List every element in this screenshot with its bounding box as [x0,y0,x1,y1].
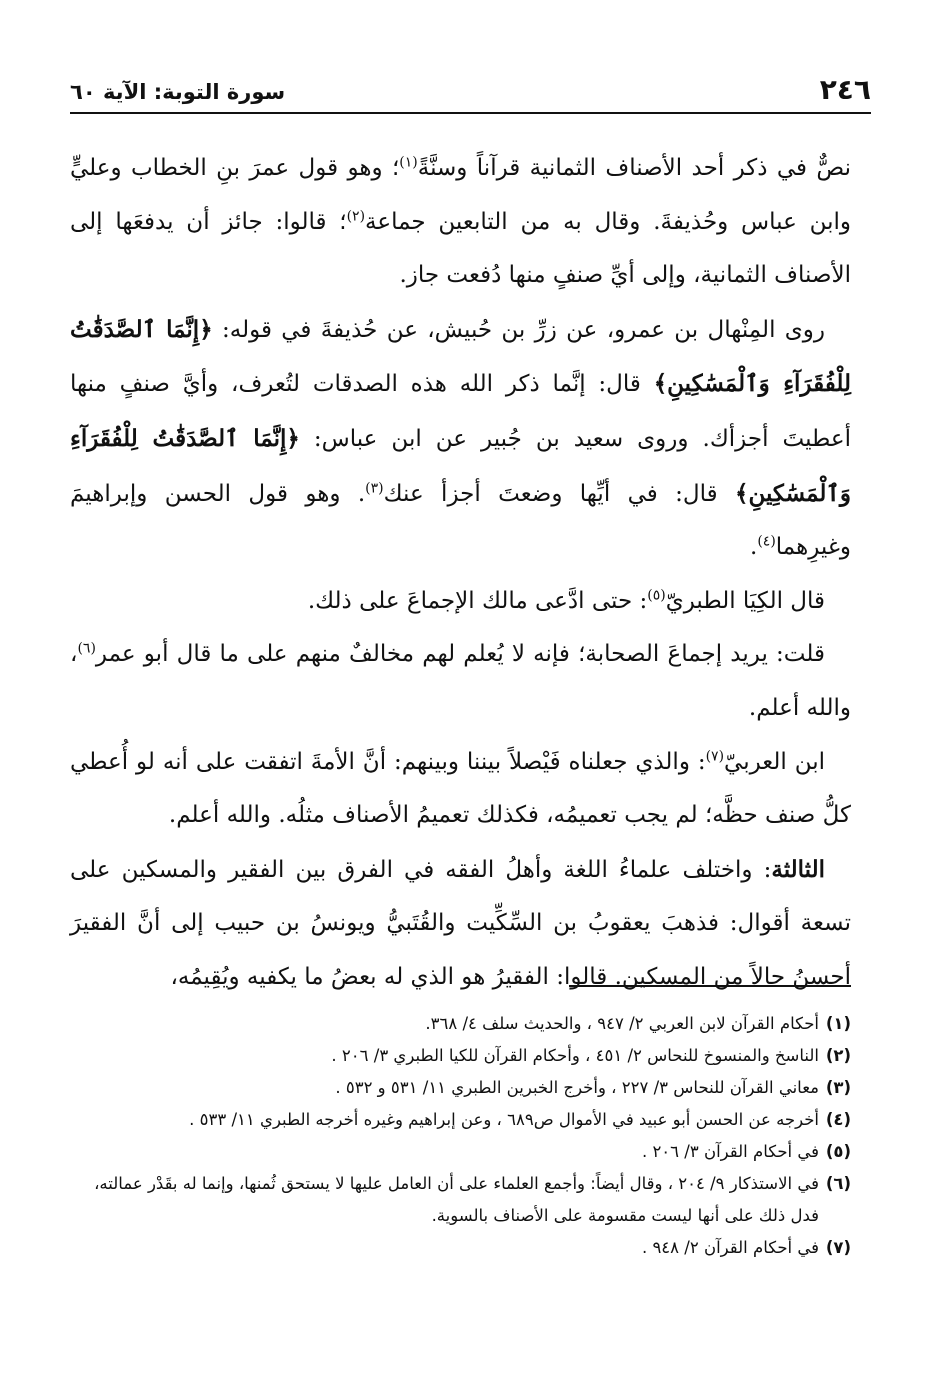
footnote-ref-1: (١) [399,154,418,171]
page-number: ٢٤٦ [819,73,871,106]
footnote-text: أحكام القرآن لابن العربي ٢/ ٩٤٧ ، والحديث سلف ٤/ ٣٦٨. [425,1014,819,1033]
footnote-text: أخرجه عن الحسن أبو عبيد في الأموال ص٦٨٩ ، وعن إبراهيم وغيره أخرجه الطبري ١١/ ٥٣٣ . [189,1110,819,1129]
footnote-divider [569,985,851,987]
paragraph-6 [70,843,851,1005]
text-run: ، والله أعلم. [70,641,851,721]
text-run: روى المِنْهال بن عمرو، عن زرِّ بن حُبيش، عن حُذيفةَ في قوله: [212,316,825,343]
footnote-4 [70,1104,851,1136]
footnote-number: (٥) [825,1142,851,1161]
text-run: : والذي جعلناه فَيْصلاً بيننا وبينهم: أنَّ الأمةَ اتفقت على أنه لو أُعطي كلُّ صنف حظَّه؛ لم يجب تعميمُه، فكذلك تعميمُ الأصناف مثلُه. والله أعلم. [70,748,851,829]
text-run: . [750,534,758,561]
text-run: قال: إنَّما ذكر الله هذه الصدقات لتُعرف، وأيَّ صنفٍ منها أعطيتَ أجزأك. وروى سعيد بن جُبير عن ابن عباس: [70,371,851,452]
footnote-text: معاني القرآن للنحاس ٣/ ٢٢٧ ، وأخرج الخبرين الطبري ١١/ ٥٣١ و ٥٣٢ . [335,1078,819,1097]
footnote-number: (٧) [825,1238,851,1257]
text-run: قلت: يريد إجماعَ الصحابة؛ فإنه لا يُعلم لهم مخالفٌ منهم على ما قال أبو عمر [95,641,825,668]
footnote-ref-4: (٤) [757,533,776,550]
quran-verse: ﴿إِنَّمَا ٱلصَّدَقَٰتُ لِلْفُقَرَآءِ وَٱلْمَسَٰكِينِ﴾ [70,424,852,507]
text-run: ؛ قالوا: جائز أن يدفعَها إلى الأصناف الثمانية، وإلى أيِّ صنفٍ منها دُفعت جاز. [70,208,851,289]
text-run: . وهو قول الحسن وإبراهيمَ وغيرِهما [70,480,851,561]
footnote-number: (٦) [825,1174,851,1193]
paragraph-4 [70,628,851,735]
footnote-1 [70,1008,851,1040]
text-run: نصٌّ في ذكر أحد الأصناف الثمانية قرآناً وسنَّةً [417,155,851,181]
footnote-3 [70,1072,851,1104]
footnote-ref-3: (٣) [365,479,384,496]
paragraph-1 [70,142,851,303]
running-title: سورة التوبة: الآية ٦٠ [70,80,286,104]
footnote-ref-2: (٢) [346,207,366,224]
footnote-7 [70,1232,851,1264]
footnote-ref-6: (٦) [77,640,96,657]
main-text [70,142,851,1005]
footnote-text: في أحكام القرآن ٣/ ٢٠٦ . [641,1142,819,1161]
text-run: : واختلف علماءُ اللغة وأهلُ الفقه في الفرق بين الفقير والمسكين على تسعة أقوال: فذهبَ يعقوبُ بن السِّكِّيت والقُتَبيُّ ويونسُ بن حبيب إلى أنَّ الفقيرَ أحسنُ حالاً من المسكين. قالوا: الفقيرُ هو الذي له بعضُ ما يكفيه ويُقِيمُه، [70,856,851,990]
text-run: ابن العربيّ [724,748,825,775]
footnote-6 [70,1168,851,1232]
quran-verse: ﴿إِنَّمَا ٱلصَّدَقَٰتُ لِلْفُقَرَآءِ وَٱلْمَسَٰكِينِ﴾ [70,315,851,398]
footnote-ref-5: (٥) [647,587,666,604]
text-run: قال الكِيَا الطبريّ [665,587,825,614]
paragraph-3 [70,575,851,629]
page-header [70,66,871,114]
footnote-number: (١) [825,1014,851,1033]
footnote-number: (٤) [825,1110,851,1129]
footnote-ref-7: (٧) [705,747,725,764]
footnote-number: (٣) [825,1078,851,1097]
text-run: ؛ وهو قول عمرَ بنِ الخطاب وعليٍّ وابن عباس وحُذيفةَ. وقال به من التابعين جماعة [70,155,851,235]
text-run: : حتى ادَّعى مالك الإجماعَ على ذلك. [307,587,648,614]
paragraph-5 [70,736,851,843]
text-run: قال: في أيِّها وضعتَ أجزأ عنك [383,480,735,507]
footnote-text: في أحكام القرآن ٢/ ٩٤٨ . [641,1238,819,1257]
section-lead: الثالثة [771,855,825,883]
footnote-text: في الاستذكار ٩/ ٢٠٤ ، وقال أيضاً: وأجمع العلماء على أن العامل عليها لا يستحق ثُمنها، وإنما له بقَدْر عمالته، فدل ذلك على أنها ليست مقسومة على الأصناف بالسوية. [94,1174,819,1225]
footnote-2 [70,1040,851,1072]
footnote-number: (٢) [825,1046,851,1065]
paragraph-2 [70,303,851,575]
footnote-5 [70,1136,851,1168]
footnote-text: الناسخ والمنسوخ للنحاس ٢/ ٤٥١ ، وأحكام القرآن للكيا الطبري ٣/ ٢٠٦ . [331,1046,819,1065]
footnotes [70,1008,851,1264]
